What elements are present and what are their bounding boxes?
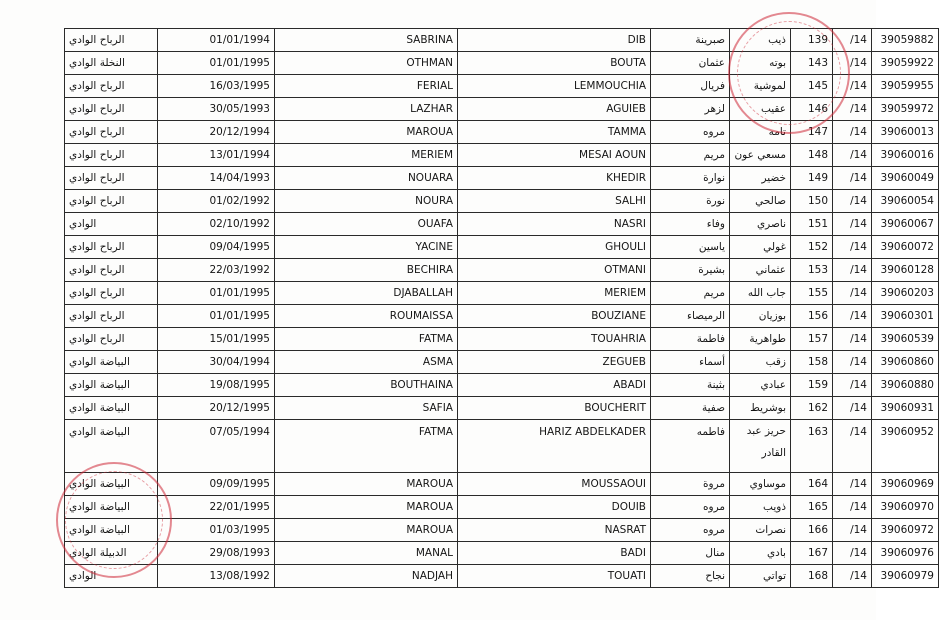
birthplace-cell: الرباح الوادي [65, 29, 158, 52]
student-roster-table [64, 28, 939, 588]
birthplace-cell: النخلة الوادي [65, 52, 158, 75]
class-code-cell: /14 [833, 496, 872, 519]
class-code-cell: /14 [833, 75, 872, 98]
first-name-arabic-cell: أسماء [651, 351, 730, 374]
birth-date-cell: 22/03/1992 [158, 259, 275, 282]
last-name-arabic-cell: زقب [730, 351, 791, 374]
first-name-arabic-cell: مروه [651, 121, 730, 144]
birthplace-cell: البياضة الوادي [65, 351, 158, 374]
birthplace-cell: الرباح الوادي [65, 282, 158, 305]
first-name-latin-cell: OTHMAN [275, 52, 458, 75]
number-cell: 165 [791, 496, 833, 519]
number-cell: 156 [791, 305, 833, 328]
number-cell: 146 [791, 98, 833, 121]
number-cell: 168 [791, 565, 833, 588]
table-row [65, 259, 939, 282]
first-name-arabic-cell: منال [651, 542, 730, 565]
table-row [65, 213, 939, 236]
class-code-cell: /14 [833, 328, 872, 351]
birthplace-cell: الرباح الوادي [65, 305, 158, 328]
last-name-latin-cell: KHEDIR [458, 167, 651, 190]
class-code-cell: /14 [833, 420, 872, 473]
first-name-arabic-cell: عثمان [651, 52, 730, 75]
birth-date-cell: 09/09/1995 [158, 473, 275, 496]
birthplace-cell: البياضة الوادي [65, 397, 158, 420]
class-code-cell: /14 [833, 397, 872, 420]
first-name-latin-cell: MAROUA [275, 121, 458, 144]
registration-id-cell: 39060016 [872, 144, 939, 167]
last-name-latin-cell: MERIEM [458, 282, 651, 305]
last-name-latin-cell: NASRAT [458, 519, 651, 542]
birth-date-cell: 01/02/1992 [158, 190, 275, 213]
first-name-latin-cell: BOUTHAINA [275, 374, 458, 397]
registration-id-cell: 39060976 [872, 542, 939, 565]
first-name-arabic-cell: مروه [651, 519, 730, 542]
number-cell: 157 [791, 328, 833, 351]
birth-date-cell: 20/12/1994 [158, 121, 275, 144]
birthplace-cell: البياضة الوادي [65, 420, 158, 473]
first-name-arabic-cell: صبرينة [651, 29, 730, 52]
birthplace-cell: الوادي [65, 565, 158, 588]
first-name-latin-cell: SABRINA [275, 29, 458, 52]
class-code-cell: /14 [833, 98, 872, 121]
first-name-latin-cell: NOURA [275, 190, 458, 213]
last-name-arabic-cell: طواهرية [730, 328, 791, 351]
number-cell: 139 [791, 29, 833, 52]
registration-id-cell: 39060013 [872, 121, 939, 144]
table-row [65, 351, 939, 374]
table-row [65, 519, 939, 542]
last-name-latin-cell: TOUAHRIA [458, 328, 651, 351]
birth-date-cell: 16/03/1995 [158, 75, 275, 98]
number-cell: 155 [791, 282, 833, 305]
number-cell: 143 [791, 52, 833, 75]
number-cell: 164 [791, 473, 833, 496]
last-name-latin-cell: TOUATI [458, 565, 651, 588]
registration-id-cell: 39060931 [872, 397, 939, 420]
first-name-arabic-cell: صفية [651, 397, 730, 420]
registration-id-cell: 39060301 [872, 305, 939, 328]
table-row [65, 52, 939, 75]
registration-id-cell: 39059922 [872, 52, 939, 75]
registration-id-cell: 39060972 [872, 519, 939, 542]
last-name-arabic-cell: ذويب [730, 496, 791, 519]
registration-id-cell: 39060054 [872, 190, 939, 213]
last-name-arabic-cell: عقيب [730, 98, 791, 121]
number-cell: 166 [791, 519, 833, 542]
first-name-latin-cell: LAZHAR [275, 98, 458, 121]
last-name-arabic-cell: بادي [730, 542, 791, 565]
last-name-arabic-cell: عثماني [730, 259, 791, 282]
birthplace-cell: الرباح الوادي [65, 236, 158, 259]
class-code-cell: /14 [833, 144, 872, 167]
birth-date-cell: 30/04/1994 [158, 351, 275, 374]
class-code-cell: /14 [833, 121, 872, 144]
birth-date-cell: 22/01/1995 [158, 496, 275, 519]
birth-date-cell: 01/01/1995 [158, 305, 275, 328]
birthplace-cell: البياضة الوادي [65, 374, 158, 397]
first-name-latin-cell: FERIAL [275, 75, 458, 98]
table-row [65, 144, 939, 167]
last-name-latin-cell: GHOULI [458, 236, 651, 259]
last-name-arabic-cell: جاب الله [730, 282, 791, 305]
number-cell: 148 [791, 144, 833, 167]
last-name-arabic-cell: خضير [730, 167, 791, 190]
last-name-arabic-cell: نصرات [730, 519, 791, 542]
last-name-arabic-cell: تامه [730, 121, 791, 144]
birthplace-cell: الرباح الوادي [65, 98, 158, 121]
birth-date-cell: 02/10/1992 [158, 213, 275, 236]
table-row [65, 420, 939, 473]
first-name-latin-cell: ASMA [275, 351, 458, 374]
class-code-cell: /14 [833, 542, 872, 565]
last-name-latin-cell: DIB [458, 29, 651, 52]
last-name-arabic-cell: لموشية [730, 75, 791, 98]
number-cell: 162 [791, 397, 833, 420]
last-name-arabic-cell: بوته [730, 52, 791, 75]
registration-id-cell: 39059955 [872, 75, 939, 98]
birth-date-cell: 19/08/1995 [158, 374, 275, 397]
registration-id-cell: 39060203 [872, 282, 939, 305]
birthplace-cell: البياضة الوادي [65, 473, 158, 496]
first-name-arabic-cell: فريال [651, 75, 730, 98]
number-cell: 153 [791, 259, 833, 282]
first-name-latin-cell: DJABALLAH [275, 282, 458, 305]
first-name-arabic-cell: بثينة [651, 374, 730, 397]
first-name-arabic-cell: نجاح [651, 565, 730, 588]
first-name-latin-cell: FATMA [275, 420, 458, 473]
first-name-latin-cell: NADJAH [275, 565, 458, 588]
registration-id-cell: 39060860 [872, 351, 939, 374]
first-name-latin-cell: OUAFA [275, 213, 458, 236]
registration-id-cell: 39060539 [872, 328, 939, 351]
class-code-cell: /14 [833, 29, 872, 52]
registration-id-cell: 39060969 [872, 473, 939, 496]
last-name-latin-cell: HARIZ ABDELKADER [458, 420, 651, 473]
last-name-arabic-cell: عبادي [730, 374, 791, 397]
first-name-arabic-cell: لزهر [651, 98, 730, 121]
birthplace-cell: الرباح الوادي [65, 259, 158, 282]
first-name-latin-cell: MAROUA [275, 473, 458, 496]
last-name-latin-cell: BOUCHERIT [458, 397, 651, 420]
class-code-cell: /14 [833, 236, 872, 259]
last-name-arabic-cell: بوشريط [730, 397, 791, 420]
first-name-arabic-cell: الرميصاء [651, 305, 730, 328]
first-name-arabic-cell: نوارة [651, 167, 730, 190]
birth-date-cell: 14/04/1993 [158, 167, 275, 190]
table-row [65, 75, 939, 98]
birthplace-cell: الرباح الوادي [65, 121, 158, 144]
table-row [65, 282, 939, 305]
last-name-arabic-cell: ذيب [730, 29, 791, 52]
birth-date-cell: 01/03/1995 [158, 519, 275, 542]
table-row [65, 565, 939, 588]
first-name-arabic-cell: ياسين [651, 236, 730, 259]
table-row [65, 167, 939, 190]
registration-id-cell: 39060128 [872, 259, 939, 282]
number-cell: 150 [791, 190, 833, 213]
first-name-arabic-cell: بشيرة [651, 259, 730, 282]
birthplace-cell: الوادي [65, 213, 158, 236]
birthplace-cell: الرباح الوادي [65, 167, 158, 190]
class-code-cell: /14 [833, 305, 872, 328]
last-name-latin-cell: AGUIEB [458, 98, 651, 121]
class-code-cell: /14 [833, 473, 872, 496]
registration-id-cell: 39060049 [872, 167, 939, 190]
birthplace-cell: الدبيلة الوادي [65, 542, 158, 565]
birth-date-cell: 29/08/1993 [158, 542, 275, 565]
last-name-arabic-cell: صالحي [730, 190, 791, 213]
class-code-cell: /14 [833, 374, 872, 397]
birth-date-cell: 09/04/1995 [158, 236, 275, 259]
number-cell: 152 [791, 236, 833, 259]
table-row [65, 121, 939, 144]
birth-date-cell: 01/01/1995 [158, 52, 275, 75]
first-name-arabic-cell: مروة [651, 473, 730, 496]
last-name-latin-cell: OTMANI [458, 259, 651, 282]
first-name-latin-cell: SAFIA [275, 397, 458, 420]
registration-id-cell: 39060067 [872, 213, 939, 236]
number-cell: 147 [791, 121, 833, 144]
last-name-latin-cell: NASRI [458, 213, 651, 236]
class-code-cell: /14 [833, 519, 872, 542]
birth-date-cell: 15/01/1995 [158, 328, 275, 351]
registration-id-cell: 39060952 [872, 420, 939, 473]
last-name-arabic-cell: ناصري [730, 213, 791, 236]
last-name-latin-cell: BOUTA [458, 52, 651, 75]
birthplace-cell: الرباح الوادي [65, 75, 158, 98]
first-name-latin-cell: MAROUA [275, 519, 458, 542]
registration-id-cell: 39060072 [872, 236, 939, 259]
last-name-arabic-cell: بوزيان [730, 305, 791, 328]
birthplace-cell: الرباح الوادي [65, 328, 158, 351]
class-code-cell: /14 [833, 565, 872, 588]
first-name-latin-cell: NOUARA [275, 167, 458, 190]
last-name-latin-cell: ZEGUEB [458, 351, 651, 374]
registration-id-cell: 39059882 [872, 29, 939, 52]
table-row [65, 496, 939, 519]
table-row [65, 397, 939, 420]
class-code-cell: /14 [833, 351, 872, 374]
registration-id-cell: 39059972 [872, 98, 939, 121]
birth-date-cell: 20/12/1995 [158, 397, 275, 420]
first-name-latin-cell: MERIEM [275, 144, 458, 167]
first-name-latin-cell: YACINE [275, 236, 458, 259]
first-name-latin-cell: ROUMAISSA [275, 305, 458, 328]
table-row [65, 190, 939, 213]
class-code-cell: /14 [833, 167, 872, 190]
number-cell: 145 [791, 75, 833, 98]
first-name-latin-cell: BECHIRA [275, 259, 458, 282]
number-cell: 163 [791, 420, 833, 473]
registration-id-cell: 39060880 [872, 374, 939, 397]
roster-body [65, 29, 939, 588]
birthplace-cell: البياضة الوادي [65, 519, 158, 542]
first-name-arabic-cell: فاطمه [651, 420, 730, 473]
class-code-cell: /14 [833, 259, 872, 282]
last-name-latin-cell: MESAI AOUN [458, 144, 651, 167]
class-code-cell: /14 [833, 190, 872, 213]
birth-date-cell: 30/05/1993 [158, 98, 275, 121]
first-name-latin-cell: FATMA [275, 328, 458, 351]
birthplace-cell: الرباح الوادي [65, 144, 158, 167]
birth-date-cell: 13/01/1994 [158, 144, 275, 167]
first-name-arabic-cell: فاطمة [651, 328, 730, 351]
birth-date-cell: 07/05/1994 [158, 420, 275, 473]
number-cell: 167 [791, 542, 833, 565]
birthplace-cell: البياضة الوادي [65, 496, 158, 519]
table-row [65, 374, 939, 397]
last-name-latin-cell: BOUZIANE [458, 305, 651, 328]
first-name-arabic-cell: نورة [651, 190, 730, 213]
last-name-arabic-cell: مسعي عون [730, 144, 791, 167]
first-name-arabic-cell: مروه [651, 496, 730, 519]
last-name-arabic-cell: تواتي [730, 565, 791, 588]
table-row [65, 29, 939, 52]
last-name-latin-cell: TAMMA [458, 121, 651, 144]
last-name-arabic-cell: حريز عبد القادر [730, 420, 791, 473]
number-cell: 159 [791, 374, 833, 397]
registration-id-cell: 39060970 [872, 496, 939, 519]
table-row [65, 98, 939, 121]
first-name-latin-cell: MAROUA [275, 496, 458, 519]
registration-id-cell: 39060979 [872, 565, 939, 588]
table-row [65, 305, 939, 328]
birthplace-cell: الرباح الوادي [65, 190, 158, 213]
table-row [65, 473, 939, 496]
class-code-cell: /14 [833, 282, 872, 305]
first-name-arabic-cell: مريم [651, 144, 730, 167]
last-name-latin-cell: BADI [458, 542, 651, 565]
first-name-arabic-cell: مريم [651, 282, 730, 305]
last-name-arabic-cell: غولي [730, 236, 791, 259]
first-name-arabic-cell: وفاء [651, 213, 730, 236]
table-row [65, 542, 939, 565]
last-name-latin-cell: LEMMOUCHIA [458, 75, 651, 98]
class-code-cell: /14 [833, 52, 872, 75]
last-name-latin-cell: ABADI [458, 374, 651, 397]
first-name-latin-cell: MANAL [275, 542, 458, 565]
birth-date-cell: 13/08/1992 [158, 565, 275, 588]
last-name-arabic-cell: موساوي [730, 473, 791, 496]
table-row [65, 328, 939, 351]
last-name-latin-cell: MOUSSAOUI [458, 473, 651, 496]
table-row [65, 236, 939, 259]
birth-date-cell: 01/01/1994 [158, 29, 275, 52]
number-cell: 158 [791, 351, 833, 374]
last-name-latin-cell: SALHI [458, 190, 651, 213]
number-cell: 149 [791, 167, 833, 190]
number-cell: 151 [791, 213, 833, 236]
class-code-cell: /14 [833, 213, 872, 236]
birth-date-cell: 01/01/1995 [158, 282, 275, 305]
last-name-latin-cell: DOUIB [458, 496, 651, 519]
